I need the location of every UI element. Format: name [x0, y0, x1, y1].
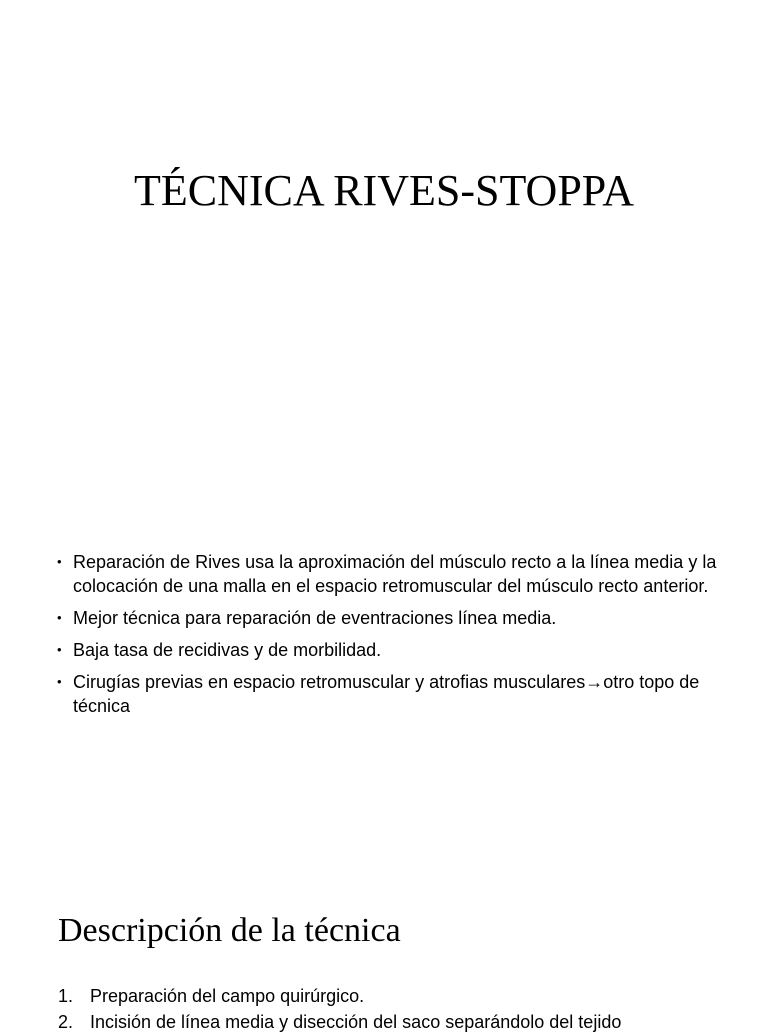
bullet-text: Baja tasa de recidivas y de morbilidad. [73, 640, 382, 660]
section-title: Descripción de la técnica [58, 912, 401, 949]
bullet-item [57, 638, 727, 662]
bullet-list [57, 550, 727, 726]
step-text: Preparación del campo quirúrgico. [90, 986, 365, 1006]
bullet-item [57, 606, 727, 630]
bullet-icon: • [57, 610, 62, 625]
step-number: 2. [58, 1012, 74, 1032]
bullet-text: Reparación de Rives usa la aproximación del músculo recto a la línea media y la colocación de una malla en el espacio retromuscular del músculo recto anterior. [73, 552, 717, 596]
step-number: 1. [58, 986, 74, 1006]
steps-list [58, 983, 748, 1035]
bullet-icon: • [57, 674, 62, 689]
bullet-item [57, 550, 727, 598]
bullet-icon: • [57, 642, 62, 657]
bullet-text: Cirugías previas en espacio retromuscular y atrofias musculares→otro topo de técnica [73, 672, 700, 716]
step-text: Incisión de línea media y disección del saco separándolo del tejido [90, 1012, 622, 1032]
step-item [58, 1009, 748, 1035]
slide-title: TÉCNICA RIVES-STOPPA [133, 166, 634, 215]
bullet-text: Mejor técnica para reparación de eventraciones línea media. [73, 608, 557, 628]
bullet-icon: • [57, 554, 62, 569]
step-item [58, 983, 748, 1009]
bullet-item [57, 670, 727, 718]
